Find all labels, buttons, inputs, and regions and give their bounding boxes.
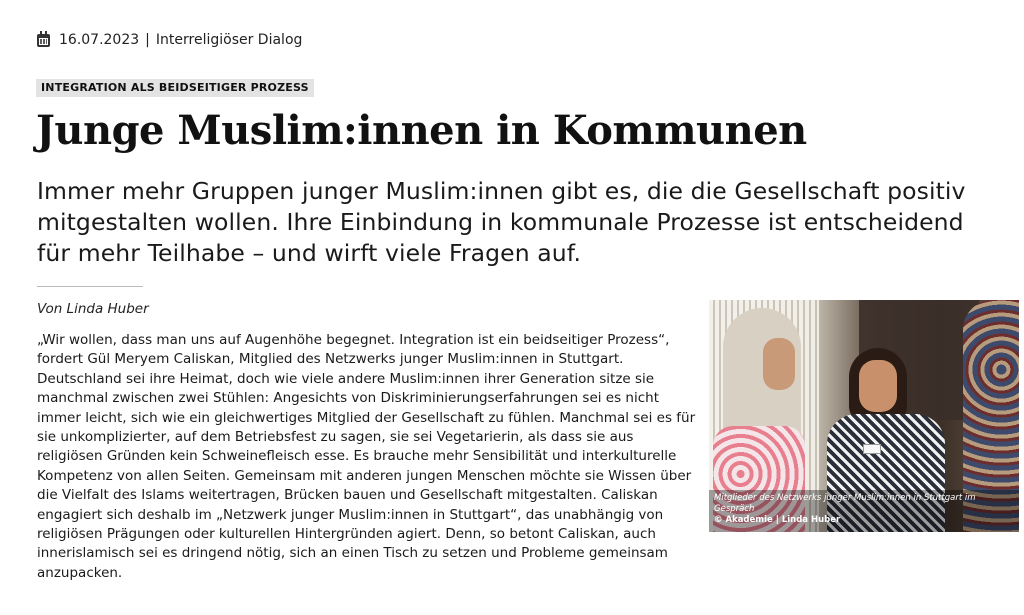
divider — [37, 286, 143, 287]
meta-separator: | — [145, 32, 150, 48]
article-photo[interactable] — [709, 300, 1019, 532]
photo-caption — [709, 490, 1019, 532]
article-byline: Von Linda Huber — [37, 301, 149, 317]
article-title: Junge Muslim:innen in Kommunen — [36, 107, 807, 154]
article-category-link[interactable]: Interreligiöser Dialog — [155, 32, 303, 48]
name-badge — [863, 444, 881, 454]
photo-caption-text: Mitglieder des Netzwerks junger Muslim:innen in Stuttgart im Gespräch — [714, 493, 976, 514]
article-kicker: INTEGRATION ALS BEIDSEITIGER PROZESS — [36, 79, 314, 97]
article-date: 16.07.2023 — [59, 32, 140, 48]
article-meta — [37, 31, 302, 49]
photo-credit: © Akademie | Linda Huber — [714, 515, 841, 525]
article-lead: Immer mehr Gruppen junger Muslim:innen gibt es, die die Gesellschaft positiv mitgestalten wollen. Ihre Einbindung in kommunale Prozesse ist entscheidend für mehr Teilhabe – und wirft viele Fragen auf. — [37, 177, 966, 267]
calendar-icon — [37, 34, 50, 47]
article-body: „Wir wollen, dass man uns auf Augenhöhe begegnet. Integration ist ein beidseitiger Prozess“, fordert Gül Meryem Caliskan, Mitglied des Netzwerks junger Muslim:innen in Stuttgart. Deutschland sei ihre Heimat, doch wie viele andere Muslim:innen ihrer Generation sitze sie manchmal zwischen zwei Stühlen: Angesichts von Diskriminierungserfahrungen sei es nicht immer leicht, sich wie ein gleichwertiges Mitglied der Gesellschaft zu fühlen. Manchmal sei es für sie unkomplizierter, auf dem Betriebsfest zu sagen, sie sei Vegetarierin, als dass sie aus religiösen Gründen kein Schweinefleisch esse. Es brauche mehr Sensibilität und interkulturelle Kompetenz von allen Seiten. Gemeinsam mit anderen jungen Menschen möchte sie Wissen über die Vielfalt des Islams weitertragen, Brücken bauen und Gesellschaft mitgestalten. Caliskan engagiert sich deshalb im „Netzwerk junger Muslim:innen in Stuttgart“, das unabhängig von religiösen Prägungen oder kulturellen Hintergründen agiert. Denn, so betont Caliskan, auch innerislamisch sei es dringend nötig, sich an einen Tisch zu setzen und Probleme gemeinsam anzupacken. — [37, 332, 696, 581]
